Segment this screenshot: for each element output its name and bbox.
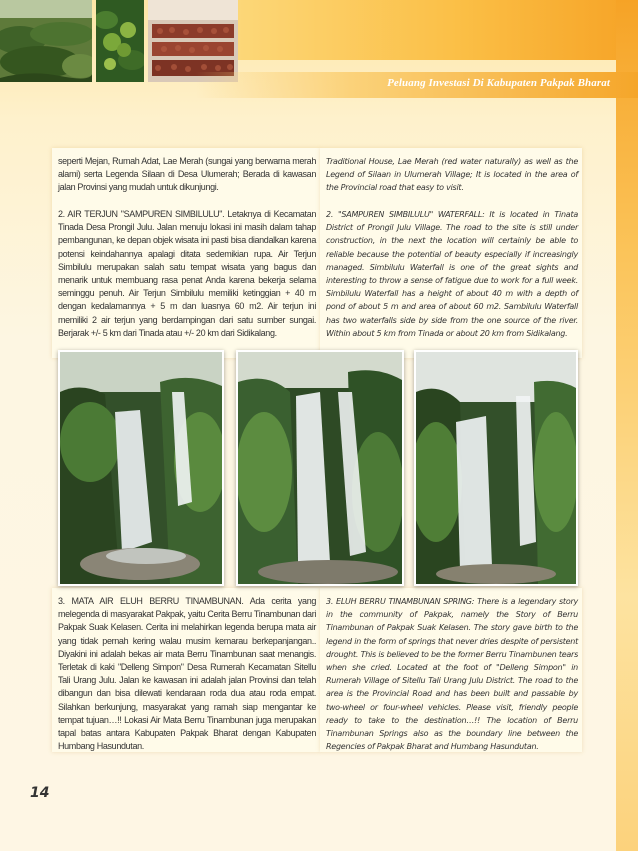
waterfall-photo-icon xyxy=(58,350,224,586)
top-orange-band xyxy=(238,0,638,60)
header-title: Peluang Investasi Di Kabupaten Pakpak Bharat xyxy=(387,77,610,89)
waterfall-photo-icon xyxy=(236,350,404,586)
sampuren-paragraph-en: 2. "SAMPUREN SIMBILULU" WATERFALL: It is located in Tinata District of Prongil Julu Village. The road to the site is still under construction, in the next the location will certainly be able to reliable because the potential of beauty especially if increasingly managed. Simbilulu Waterfall is one of the great sights and interesting to throw a sense of fatigue due to work for a full week. Simbilulu Waterfall has a height of about 40 m with a depth of pond of about 5 m and area of about 60 m2. Sambilulu Waterfall has two waterfalls side by side from the one source of the river. Within about 5 km from Tinada or about 20 km from Sidikalang. xyxy=(326,210,578,338)
waterfall-gallery xyxy=(52,350,582,590)
oranges-photo-icon xyxy=(96,0,144,82)
drying-produce-photo-icon xyxy=(148,0,238,82)
page-number: 14 xyxy=(30,785,50,801)
top-photo-strip xyxy=(0,0,238,82)
header-title-bar xyxy=(196,72,638,98)
spring-paragraph-en: 3. ELUH BERRU TINAMBUNAN SPRING: There is a legendary story in the community of Pakpak, namely the Story of Berru Tinambunan of Pakpak Suak Kelasen. The story gave birth to the legend in the form of springs that never dries despite of persistent drought. This is believed to be the former Berru Tinambunen tears when she cried. Located at the foot of "Delleng Simpon" in Rumerah Village of Sitellu Tali Urang Julu District. The road to the area is the Provincial Road and has been built and passable by two-wheel or four-wheel vehicles. Please visit, friendly people ready to take to the destination…!! The location of Berru Tinambunan Springs also as the boundary line between the Regencies of Pakpak Bharat and Humbang Hasundutan. xyxy=(326,597,578,752)
waterfall-photo-icon xyxy=(414,350,578,586)
right-orange-strip xyxy=(616,0,638,851)
intro-paragraph-id: seperti Mejan, Rumah Adat, Lae Merah (sungai yang berwarna merah alami) serta Legenda Silaan di Desa Ulumerah; Berada di kawasan jalan Provinsi yang mudah untuk dikunjungi. xyxy=(58,156,316,193)
sampuren-paragraph-id: 2. AIR TERJUN "SAMPUREN SIMBILULU". Letaknya di Kecamatan Tinada Desa Prongil Julu. Jalan menuju lokasi ini masih dalam tahap pembangunan, ke depan objek wisata ini pasti bisa diandalkan karena potensi keindahannya apalagi ditata sedemikian rupa. Air Terjun Simbilulu merupakan salah satu tempat wisata yang bagus dan menarik untuk membuang rasa penat Anda karena bekerja selama seminggu penuh. Air Terjun Simbilulu memiliki ketinggian + 40 m dengan kedalamannya + 5 m dan luasnya 60 m2. Air terjun ini memiliki 2 air terjun yang berdampingan dari satu sumber sungai. Berjarak +/- 5 km dari Tinada atau +/- 20 km dari Sidikalang. xyxy=(58,209,316,338)
intro-paragraph-en: Traditional House, Lae Merah (red water naturally) as well as the Legend of Silaan in Ulumerah Village; It is located in the area of the Provincial road that easy to visit. xyxy=(326,157,578,193)
spring-paragraph-id: 3. MATA AIR ELUH BERRU TINAMBUNAN. Ada cerita yang melegenda di masyarakat Pakpak, yaitu Cerita Berru Tinambunan dari Pakpak Suak Kelasen. Cerita ini melahirkan legenda berupa mata air yang tidak pernah kering walau musim kemarau berkepanjangan.. Diyakini ini adalah bekas air mata Berru Tinambunan saat menangis. Terletak di kaki "Delleng Simpon" Desa Rumerah Kecamatan Sitellu Tali Urang Julu. Jalan ke kawasan ini adalah jalan Provinsi dan telah dibangun dan bisa dilewati kendaraan roda dua atau roda empat. Silahkan berkunjung, masyarakat yang ramah siap mengantar ke tempat tujuan…!! Lokasi Air Mata Berru Tinambunan juga merupakan tapal batas antara Kabupaten Pakpak Bharat dengan Kabupaten Humbang Hasundutan. xyxy=(58,596,316,752)
plantation-photo-icon xyxy=(0,0,92,82)
